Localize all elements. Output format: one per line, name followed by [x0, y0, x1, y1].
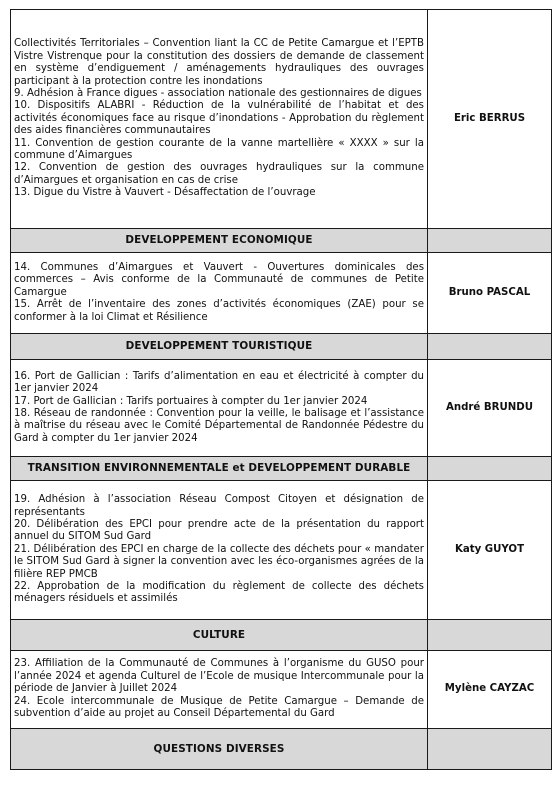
agenda-table [10, 9, 552, 770]
section-row [11, 620, 552, 651]
agenda-item: 20. Délibération des EPCI pour prendre acte de la présentation du rapport annuel du SITOM Sud Gard [14, 518, 424, 543]
agenda-item: 21. Délibération des EPCI en charge de la collecte des déchets pour « mandater le SITOM Sud Gard à signer la convention avec les éco-organismes agrées de la filière REP PMCB [14, 543, 424, 580]
agenda-item: 19. Adhésion à l’association Réseau Compost Citoyen et désignation de représentants [14, 494, 424, 518]
agenda-item: 24. Ecole intercommunale de Musique de Petite Camargue – Demande de subvention d’aide au projet au Conseil Départemental du Gard [14, 695, 424, 720]
section-row [11, 457, 552, 481]
agenda-row-economie [11, 253, 552, 334]
section-title: QUESTIONS DIVERSES [11, 729, 428, 770]
agenda-items-cell [11, 651, 428, 729]
section-spacer [428, 229, 552, 253]
agenda-item: 13. Digue du Vistre à Vauvert - Désaffectation de l’ouvrage [14, 187, 316, 199]
agenda-item: 10. Dispositifs ALABRI - Réduction de la vulnérabilité de l’habitat et des activités économiques face au risque d’inondations - Approbation du règlement des aides financières communautaires [14, 100, 424, 137]
agenda-row-gemapi [11, 10, 552, 229]
rapporteur-name: Eric BERRUS [428, 10, 552, 229]
agenda-item: 9. Adhésion à France digues - association nationale des gestionnaires de digues [14, 87, 422, 99]
agenda-item: Collectivités Territoriales – Convention liant la CC de Petite Camargue et l’EPTB Vistre Vistrenque pour la constitution des dossiers de demande de classement en système d’endiguement / aménagements hydrauliques des ouvrages participant à la protection contre les inondations [14, 38, 424, 87]
agenda-items-cell [11, 10, 428, 229]
agenda-item: 12. Convention de gestion des ouvrages hydrauliques sur la commune d’Aimargues et organisation en cas de crise [14, 162, 424, 186]
section-title: CULTURE [11, 620, 428, 651]
section-spacer [428, 620, 552, 651]
agenda-item: 18. Réseau de randonnée : Convention pour la veille, le balisage et l’assistance à maîtrise du réseau avec le Comité Départemental de Randonnée Pédestre du Gard à compter du 1er janvier 2024 [14, 408, 424, 444]
section-title: TRANSITION ENVIRONNEMENTALE et DEVELOPPEMENT DURABLE [11, 457, 428, 481]
agenda-item: 17. Port de Gallician : Tarifs portuaires à compter du 1er janvier 2024 [14, 395, 368, 407]
agenda-row-environnement [11, 481, 552, 620]
section-spacer [428, 729, 552, 770]
agenda-item: 11. Convention de gestion courante de la vanne martellière « XXXX » sur la commune d’Aimargues [14, 137, 424, 162]
agenda-item: 22. Approbation de la modification du règlement de collecte des déchets ménagers résiduels et assimilés [14, 581, 424, 605]
rapporteur-name: Mylène CAYZAC [428, 651, 552, 729]
agenda-items-cell [11, 481, 428, 620]
section-row [11, 229, 552, 253]
agenda-item: 23. Affiliation de la Communauté de Communes à l’organisme du GUSO pour l’année 2024 et agenda Culturel de l’Ecole de musique Intercommunale pour la période de Janvier à Juillet 2024 [14, 658, 424, 695]
section-spacer [428, 457, 552, 481]
section-row [11, 334, 552, 360]
agenda-items-cell [11, 253, 428, 334]
rapporteur-name: Bruno PASCAL [428, 253, 552, 334]
section-row [11, 729, 552, 770]
agenda-row-tourisme [11, 360, 552, 457]
section-title: DEVELOPPEMENT TOURISTIQUE [11, 334, 428, 360]
agenda-row-culture [11, 651, 552, 729]
section-spacer [428, 334, 552, 360]
rapporteur-name: André BRUNDU [428, 360, 552, 457]
rapporteur-name: Katy GUYOT [428, 481, 552, 620]
agenda-item: 16. Port de Gallician : Tarifs d’alimentation en eau et électricité à compter du 1er janvier 2024 [14, 370, 424, 395]
agenda-item: 15. Arrêt de l’inventaire des zones d’activités économiques (ZAE) pour se conformer à la loi Climat et Résilience [14, 299, 424, 323]
section-title: DEVELOPPEMENT ECONOMIQUE [11, 229, 428, 253]
agenda-item: 14. Communes d’Aimargues et Vauvert - Ouvertures dominicales des commerces – Avis conforme de la Communauté de communes de Petite Camargue [14, 261, 424, 298]
agenda-items-cell [11, 360, 428, 457]
